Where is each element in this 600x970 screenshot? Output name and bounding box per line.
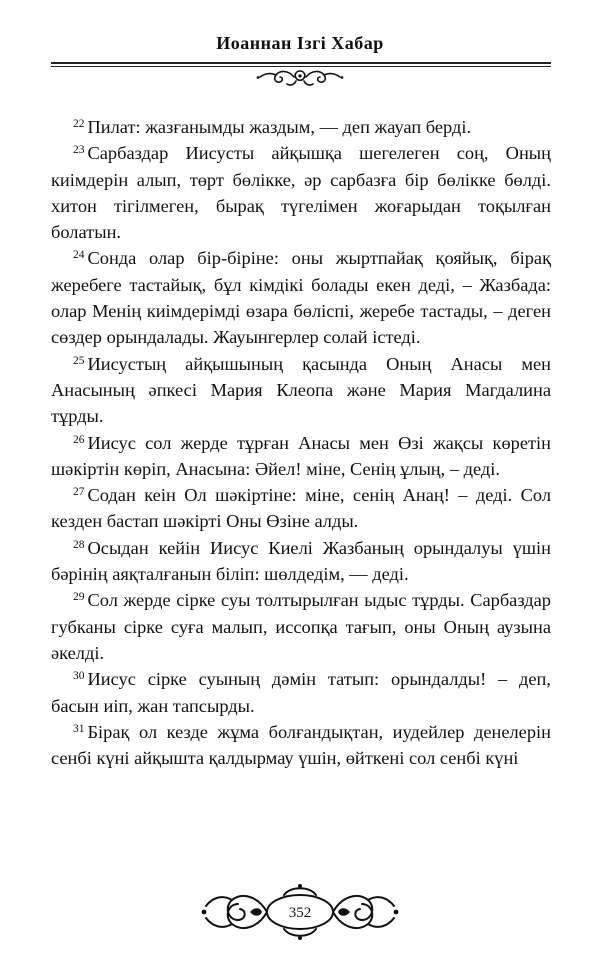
verse-text: Сол жерде сірке суы толтырылған ыдыс тұрды. Сарбаздар губканы сірке суға малып, иссопқа тағып, оны Оның аузына әкелді.	[51, 590, 551, 663]
verse-26	[51, 430, 551, 483]
verse-number: 30	[73, 670, 85, 683]
verse-23	[51, 140, 551, 245]
verse-28	[51, 535, 551, 588]
verse-text: Иисус сол жерде тұрған Анасы мен Өзі жақсы көретін шәкіртін көріп, Анасына: Әйел! міне, Сенің ұлың, – деді.	[51, 432, 551, 479]
header-ornament-icon	[250, 66, 350, 88]
verse-number: 31	[73, 722, 85, 735]
verse-text: Содан кеін Ол шәкіртіне: міне, сенің Анаң! – деді. Сол кезден бастап шәкірті Оны Өзіне алды.	[51, 485, 551, 532]
body-text	[51, 114, 551, 771]
verse-22	[51, 114, 551, 140]
verse-number: 24	[73, 249, 85, 262]
book-title: Иоаннан Ізгі Хабар	[216, 33, 384, 53]
verse-text: Сонда олар бір-біріне: оны жыртпайақ қояйық, бірақ жеребеге тастайық, бұл кімдікі болады екен деді, – Жазбада: олар Менің киімдерімді өзара бөліспі, жеребе тастады, – деген сөздер орындалады. Жауынгерлер солай істеді.	[51, 248, 551, 348]
verse-number: 28	[73, 538, 85, 551]
verse-text: Иисустың айқышының қасында Оның Анасы мен Анасының әпкесі Мария Клеопа және Мария Магдалина тұрды.	[51, 353, 551, 427]
verse-text: Бірақ ол кезде жұма болғандықтан, иудейлер денелерін сенбі күні айқышта қалдырмау үшін, өйткені сол сенбі күні	[51, 721, 551, 769]
verse-30	[51, 666, 551, 719]
verse-number: 29	[73, 591, 85, 604]
verse-text: Пилат: жазғанымды жаздым, — деп жауап берді.	[87, 117, 472, 137]
verse-29	[51, 587, 551, 666]
verse-text: Сарбаздар Иисусты айқышқа шегелеген соң, Оның киімдерін алып, төрт бөлікке, әр сарбазға бір бөлікке бөлді. хитон тігілмеген, бырақ түгелімен жоғарыдан тоқылған болатын.	[51, 143, 551, 243]
verse-text: Иисус сірке суының дәмін татып: орындалды! – деп, басын иіп, жан тапсырды.	[51, 669, 551, 716]
verse-number: 22	[73, 118, 85, 130]
verse-number: 25	[73, 354, 85, 367]
header-rule-thick	[51, 62, 551, 64]
verse-number: 26	[73, 433, 85, 446]
verse-number: 23	[73, 144, 85, 157]
verse-31	[51, 719, 551, 772]
verse-27	[51, 482, 551, 535]
verse-25	[51, 351, 551, 430]
page-number: 352	[288, 905, 312, 921]
verse-24	[51, 245, 551, 350]
verse-text: Осыдан кейін Иисус Киелі Жазбаның орындалуы үшін бәрінің аяқталғанын біліп: шөлдедім, — деді.	[51, 537, 551, 585]
verse-number: 27	[73, 486, 85, 499]
